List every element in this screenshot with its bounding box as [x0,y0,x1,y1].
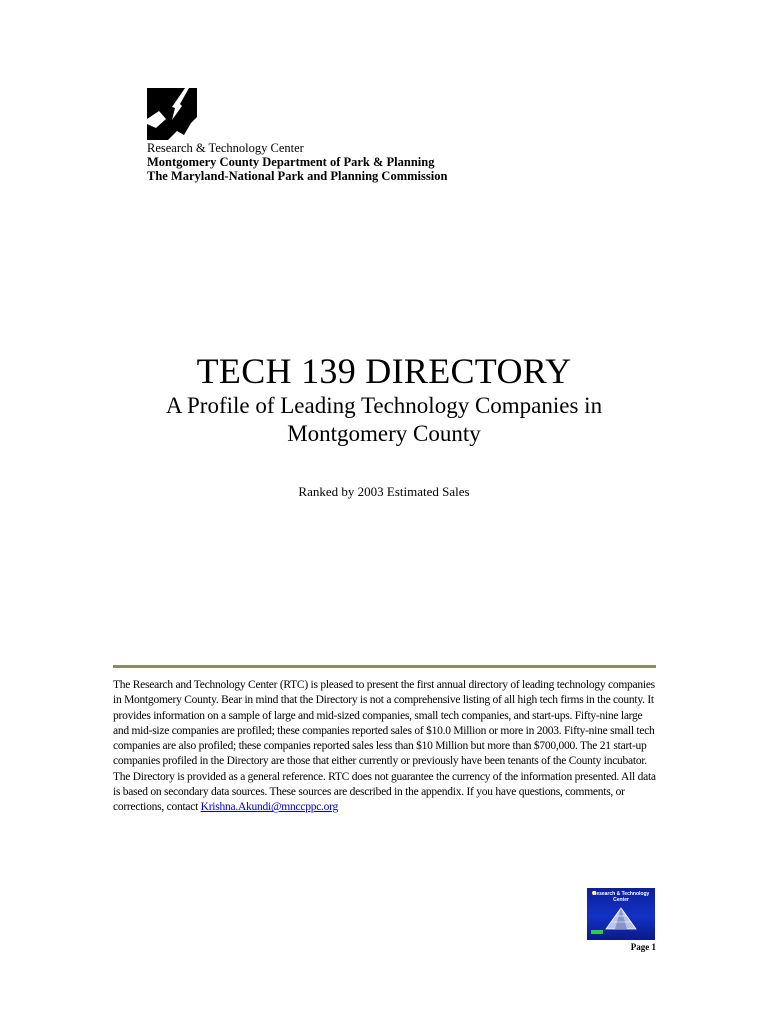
intro-paragraph [113,678,659,816]
department-name: Montgomery County Department of Park & Planning [147,155,435,169]
page-number: Page 1 [630,942,656,952]
commission-name: The Maryland-National Park and Planning Commission [147,169,448,183]
intro-text: The Research and Technology Center (RTC) is pleased to present the first annual directory of leading technology companies in Montgomery County. Bear in mind that the Directory is not a comprehensive listing of all high tech firms in the county. It provides information on a sample of large and mid-sized companies, small tech companies, and start-ups. Fifty-nine large and mid-size companies are profiled; these companies reported sales of $10.0 Million or more in 2003. Fifty-nine small tech companies are also profiled; these companies reported sales less than $10 Million but more than $700,000. The 21 start-up companies profiled in the Directory are those that either currently or previously have been tenants of the County incubator. The Directory is provided as a general reference. RTC does not guarantee the currency of the information presented. All data is based on secondary data sources. These sources are described in the appendix. If you have questions, comments, or corrections, contact [113,679,656,814]
rtc-thumbnail-image [587,888,655,940]
org-name: Research & Technology Center [147,141,304,155]
thumbnail-caption: Research & Technology Center [592,891,650,903]
rtc-logo-icon [147,88,197,140]
organization-header [147,141,447,183]
pyramid-icon [605,907,637,931]
ranking-note: Ranked by 2003 Estimated Sales [298,484,470,499]
document-subtitle: A Profile of Leading Technology Companies in Montgomery County [165,393,603,446]
section-divider [113,665,656,668]
thumbnail-green-bar [591,930,603,934]
document-title: TECH 139 DIRECTORY [196,351,572,391]
contact-email-link[interactable]: Krishna.Akundi@mnccppc.org [200,801,339,814]
